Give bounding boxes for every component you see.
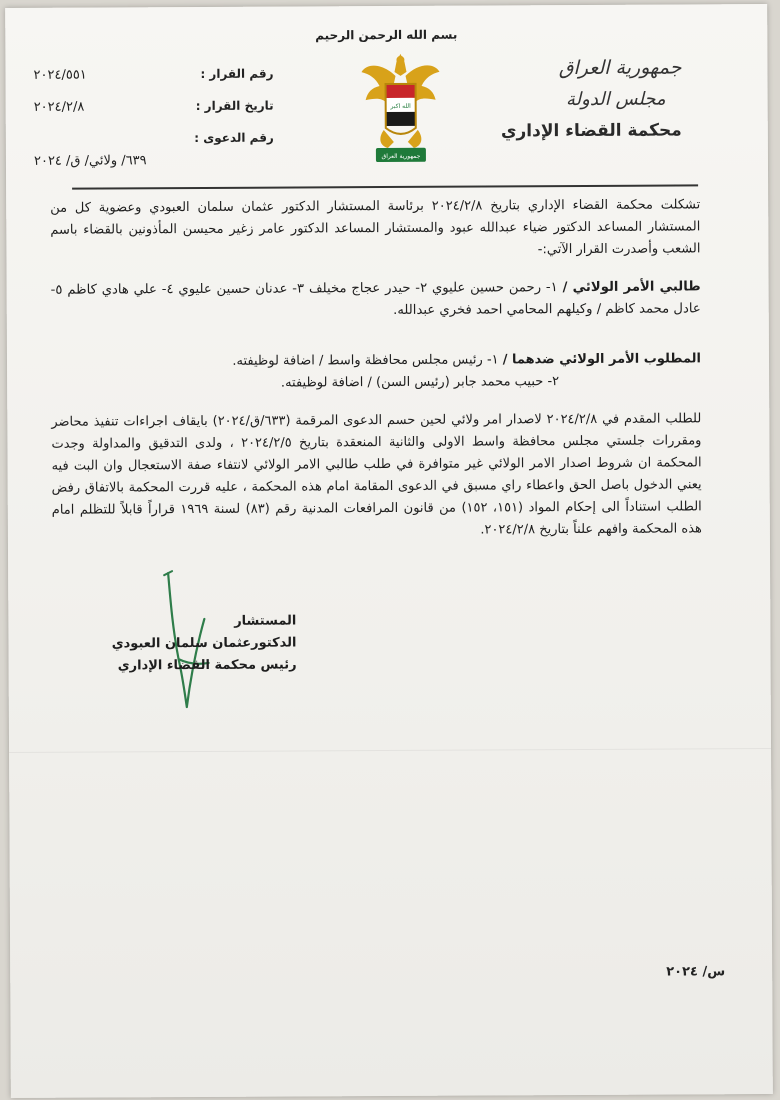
petitioners-text: ١- رحمن حسين عليوي ٢- حيدر عجاج مخيلف ٣- عدنان حسين عليوي ٤- علي هادي كاظم ٥- عادل محمد كاظم / وكيلهم المحامي احمد فخري عبدالله. — [50, 280, 701, 318]
case-number-value: ٦٣٩/ ولائي/ ق/ ٢٠٢٤ — [33, 153, 147, 169]
respondent-2: ٢- حبيب محمد جابر (رئيس السن) / اضافة لوظيفته. — [280, 374, 560, 391]
signer-title: المستشار — [234, 613, 297, 629]
decision-number-value: ٢٠٢٤/٥٥١ — [33, 67, 87, 83]
svg-text:الله اكبر: الله اكبر — [390, 102, 411, 110]
signature-block — [96, 610, 296, 677]
issuer-court: محكمة القضاء الإداري — [500, 120, 682, 142]
decision-date-row — [34, 99, 274, 132]
case-number-row — [33, 130, 274, 169]
respondents-label: المطلوب الأمر الولائي ضدهما / — [502, 351, 702, 368]
issuer-block — [491, 52, 681, 145]
case-metadata — [33, 66, 274, 169]
signer-name: الدكتورعثمان سلمان العبودي — [111, 635, 297, 652]
respondent-1: ١- رئيس مجلس محافظة واسط / اضافة لوظيفته. — [232, 352, 499, 369]
decision-paragraph: للطلب المقدم في ٢٠٢٤/٢/٨ لاصدار امر ولائي لحين حسم الدعوى المرقمة (٦٣٣/ق/٢٠٢٤) بايقاف اجراءات تنفيذ محاضر ومقررات جلستي مجلس محافظة واسط الاولى والثانية المنعقدة بتاريخ ٢٠٢٤/٢/٥ ، ولدى التدقيق والمداولة وجدت المحكمة ان شروط اصدار الامر الولائي غير متوافرة في طلب طالبي الامر الولائي لانتفاء صفة الاستعجال وان البت فيه يعني الدخول باصل الحق واعطاء راي مسبق في الدعوى المقامة امام هذه المحكمة ، عليه قررت المحكمة بالاتفاق رفض الطلب استناداً الى إحكام المواد (١٥١، ١٥٢) من قانون المرافعات المدنية رقم (٨٣) لسنة ١٩٦٩ قراراً قابلاً للتظلم امام هذه المحكمة وافهم علناً بتاريخ ٢٠٢٤/٢/٨. — [51, 411, 702, 538]
issuer-council: مجلس الدولة — [565, 88, 666, 111]
petitioners-paragraph — [51, 276, 701, 323]
document-page — [5, 4, 773, 1098]
respondents-paragraph — [111, 348, 701, 395]
decision-date-value: ٢٠٢٤/٢/٨ — [33, 99, 85, 115]
petitioners-label: طالبي الأمر الولائي / — [562, 279, 701, 296]
header-divider — [72, 184, 698, 189]
emblem-caption: جمهورية العراق — [381, 152, 421, 161]
paper-fold — [9, 748, 771, 753]
decision-number-row — [33, 67, 273, 100]
iraq-emblem-icon — [357, 50, 444, 168]
court-formation-paragraph: تشكلت محكمة القضاء الإداري بتاريخ ٢٠٢٤/٢/٨ برئاسة المستشار الدكتور عثمان سلمان العبودي وعضوية كل من المستشار المساعد الدكتور ضياء عبدالله عبود والمستشار المساعد الدكتور عامر زغير محيسن المأذونين بالقضاء باسم الشعب وأصدرت القرار الآتي:- — [50, 197, 701, 258]
footer-mark: س/ ٢٠٢٤ — [666, 964, 726, 980]
issuer-country: جمهورية العراق — [558, 56, 682, 80]
decision-number-label: رقم القرار : — [200, 66, 274, 81]
decision-date-label: تاريخ القرار : — [195, 98, 274, 114]
basmala: بسم الله الرحمن الرحيم — [315, 27, 458, 43]
case-number-label: رقم الدعوى : — [194, 130, 274, 146]
signer-position: رئيس محكمة القضاء الإداري — [117, 657, 297, 674]
